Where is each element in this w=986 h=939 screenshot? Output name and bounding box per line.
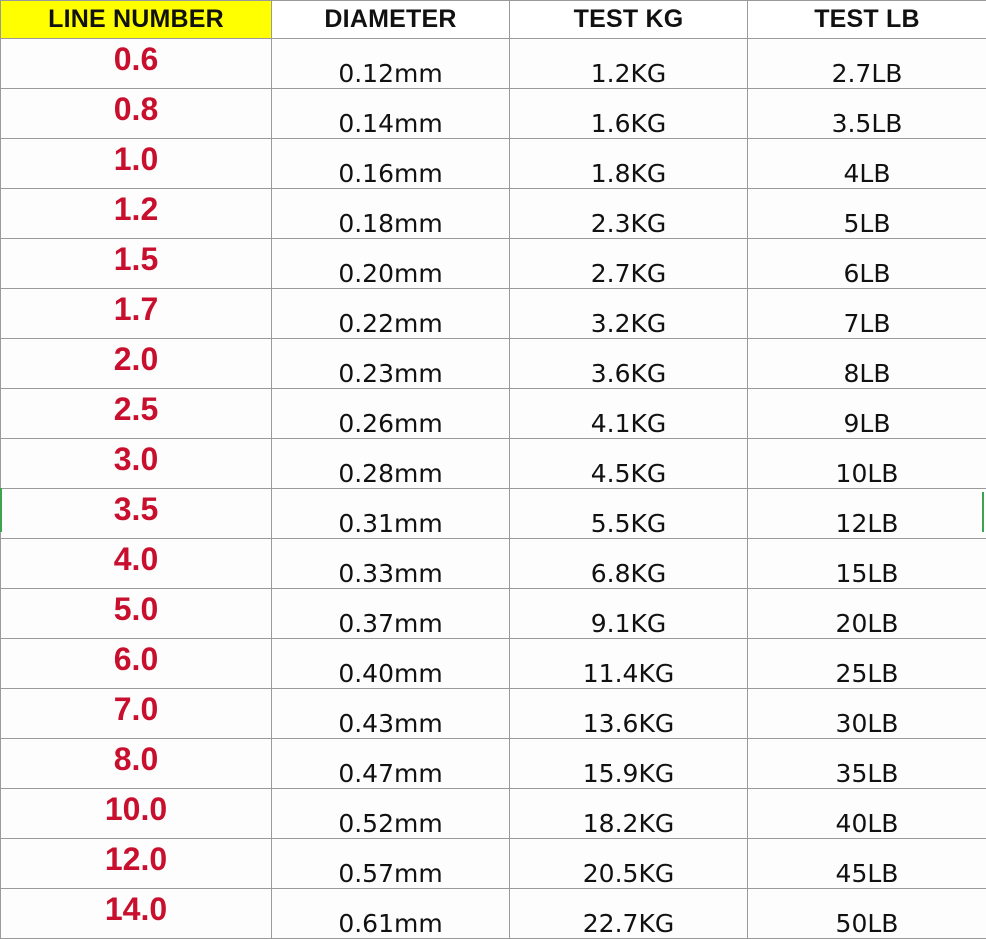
diameter-cell: 0.52mm [272, 789, 510, 839]
test-kg-cell: 15.9KG [510, 739, 748, 789]
test-lb-cell: 5LB [748, 189, 986, 239]
line-number-cell: 0.6 [1, 39, 272, 89]
table-row [1, 639, 986, 689]
table-row [1, 839, 986, 889]
test-lb-cell: 25LB [748, 639, 986, 689]
table-row [1, 389, 986, 439]
test-kg-cell: 2.7KG [510, 239, 748, 289]
line-number-cell: 2.0 [1, 339, 272, 389]
test-kg-cell: 2.3KG [510, 189, 748, 239]
table-row [1, 539, 986, 589]
diameter-cell: 0.43mm [272, 689, 510, 739]
test-kg-cell: 5.5KG [510, 489, 748, 539]
line-number-cell: 1.7 [1, 289, 272, 339]
line-number-cell: 14.0 [1, 889, 272, 939]
test-lb-cell: 15LB [748, 539, 986, 589]
test-lb-cell: 10LB [748, 439, 986, 489]
header-line-number: LINE NUMBER [1, 1, 272, 39]
diameter-cell: 0.20mm [272, 239, 510, 289]
line-number-cell: 6.0 [1, 639, 272, 689]
diameter-cell: 0.23mm [272, 339, 510, 389]
selection-edge-right [982, 492, 984, 532]
line-number-cell: 2.5 [1, 389, 272, 439]
diameter-cell: 0.14mm [272, 89, 510, 139]
diameter-cell: 0.47mm [272, 739, 510, 789]
line-number-cell: 1.5 [1, 239, 272, 289]
table-row [1, 289, 986, 339]
header-test-lb: TEST LB [748, 1, 986, 39]
test-lb-cell: 20LB [748, 589, 986, 639]
line-number-cell: 12.0 [1, 839, 272, 889]
table-row [1, 239, 986, 289]
test-lb-cell: 7LB [748, 289, 986, 339]
test-lb-cell: 35LB [748, 739, 986, 789]
test-kg-cell: 6.8KG [510, 539, 748, 589]
line-number-cell: 4.0 [1, 539, 272, 589]
diameter-cell: 0.37mm [272, 589, 510, 639]
test-lb-cell: 8LB [748, 339, 986, 389]
test-lb-cell: 9LB [748, 389, 986, 439]
selection-edge-left [0, 488, 2, 532]
diameter-cell: 0.18mm [272, 189, 510, 239]
line-number-cell: 0.8 [1, 89, 272, 139]
table-body [1, 39, 986, 939]
line-number-cell: 3.5 [1, 489, 272, 539]
line-number-cell: 5.0 [1, 589, 272, 639]
diameter-cell: 0.40mm [272, 639, 510, 689]
header-test-kg: TEST KG [510, 1, 748, 39]
diameter-cell: 0.31mm [272, 489, 510, 539]
table-row [1, 89, 986, 139]
line-number-cell: 1.2 [1, 189, 272, 239]
test-lb-cell: 40LB [748, 789, 986, 839]
diameter-cell: 0.26mm [272, 389, 510, 439]
table-row [1, 739, 986, 789]
test-kg-cell: 20.5KG [510, 839, 748, 889]
diameter-cell: 0.57mm [272, 839, 510, 889]
table-row [1, 39, 986, 89]
test-kg-cell: 9.1KG [510, 589, 748, 639]
test-kg-cell: 1.8KG [510, 139, 748, 189]
diameter-cell: 0.33mm [272, 539, 510, 589]
table-row [1, 489, 986, 539]
header-row [1, 1, 986, 39]
test-lb-cell: 4LB [748, 139, 986, 189]
diameter-cell: 0.22mm [272, 289, 510, 339]
test-lb-cell: 12LB [748, 489, 986, 539]
table-row [1, 189, 986, 239]
test-kg-cell: 3.2KG [510, 289, 748, 339]
table-row [1, 439, 986, 489]
diameter-cell: 0.16mm [272, 139, 510, 189]
line-number-cell: 8.0 [1, 739, 272, 789]
table-row [1, 689, 986, 739]
table-row [1, 339, 986, 389]
test-lb-cell: 50LB [748, 889, 986, 939]
line-number-cell: 1.0 [1, 139, 272, 189]
test-kg-cell: 4.5KG [510, 439, 748, 489]
test-kg-cell: 1.2KG [510, 39, 748, 89]
test-lb-cell: 30LB [748, 689, 986, 739]
table-row [1, 139, 986, 189]
test-kg-cell: 4.1KG [510, 389, 748, 439]
diameter-cell: 0.61mm [272, 889, 510, 939]
table-row [1, 589, 986, 639]
diameter-cell: 0.12mm [272, 39, 510, 89]
test-kg-cell: 3.6KG [510, 339, 748, 389]
line-number-cell: 10.0 [1, 789, 272, 839]
diameter-cell: 0.28mm [272, 439, 510, 489]
test-kg-cell: 1.6KG [510, 89, 748, 139]
table-header [1, 1, 986, 39]
test-lb-cell: 2.7LB [748, 39, 986, 89]
test-kg-cell: 13.6KG [510, 689, 748, 739]
test-kg-cell: 22.7KG [510, 889, 748, 939]
test-kg-cell: 11.4KG [510, 639, 748, 689]
test-lb-cell: 3.5LB [748, 89, 986, 139]
line-number-cell: 3.0 [1, 439, 272, 489]
line-number-cell: 7.0 [1, 689, 272, 739]
test-lb-cell: 6LB [748, 239, 986, 289]
test-kg-cell: 18.2KG [510, 789, 748, 839]
table-row [1, 789, 986, 839]
header-diameter: DIAMETER [272, 1, 510, 39]
table-row [1, 889, 986, 939]
test-lb-cell: 45LB [748, 839, 986, 889]
